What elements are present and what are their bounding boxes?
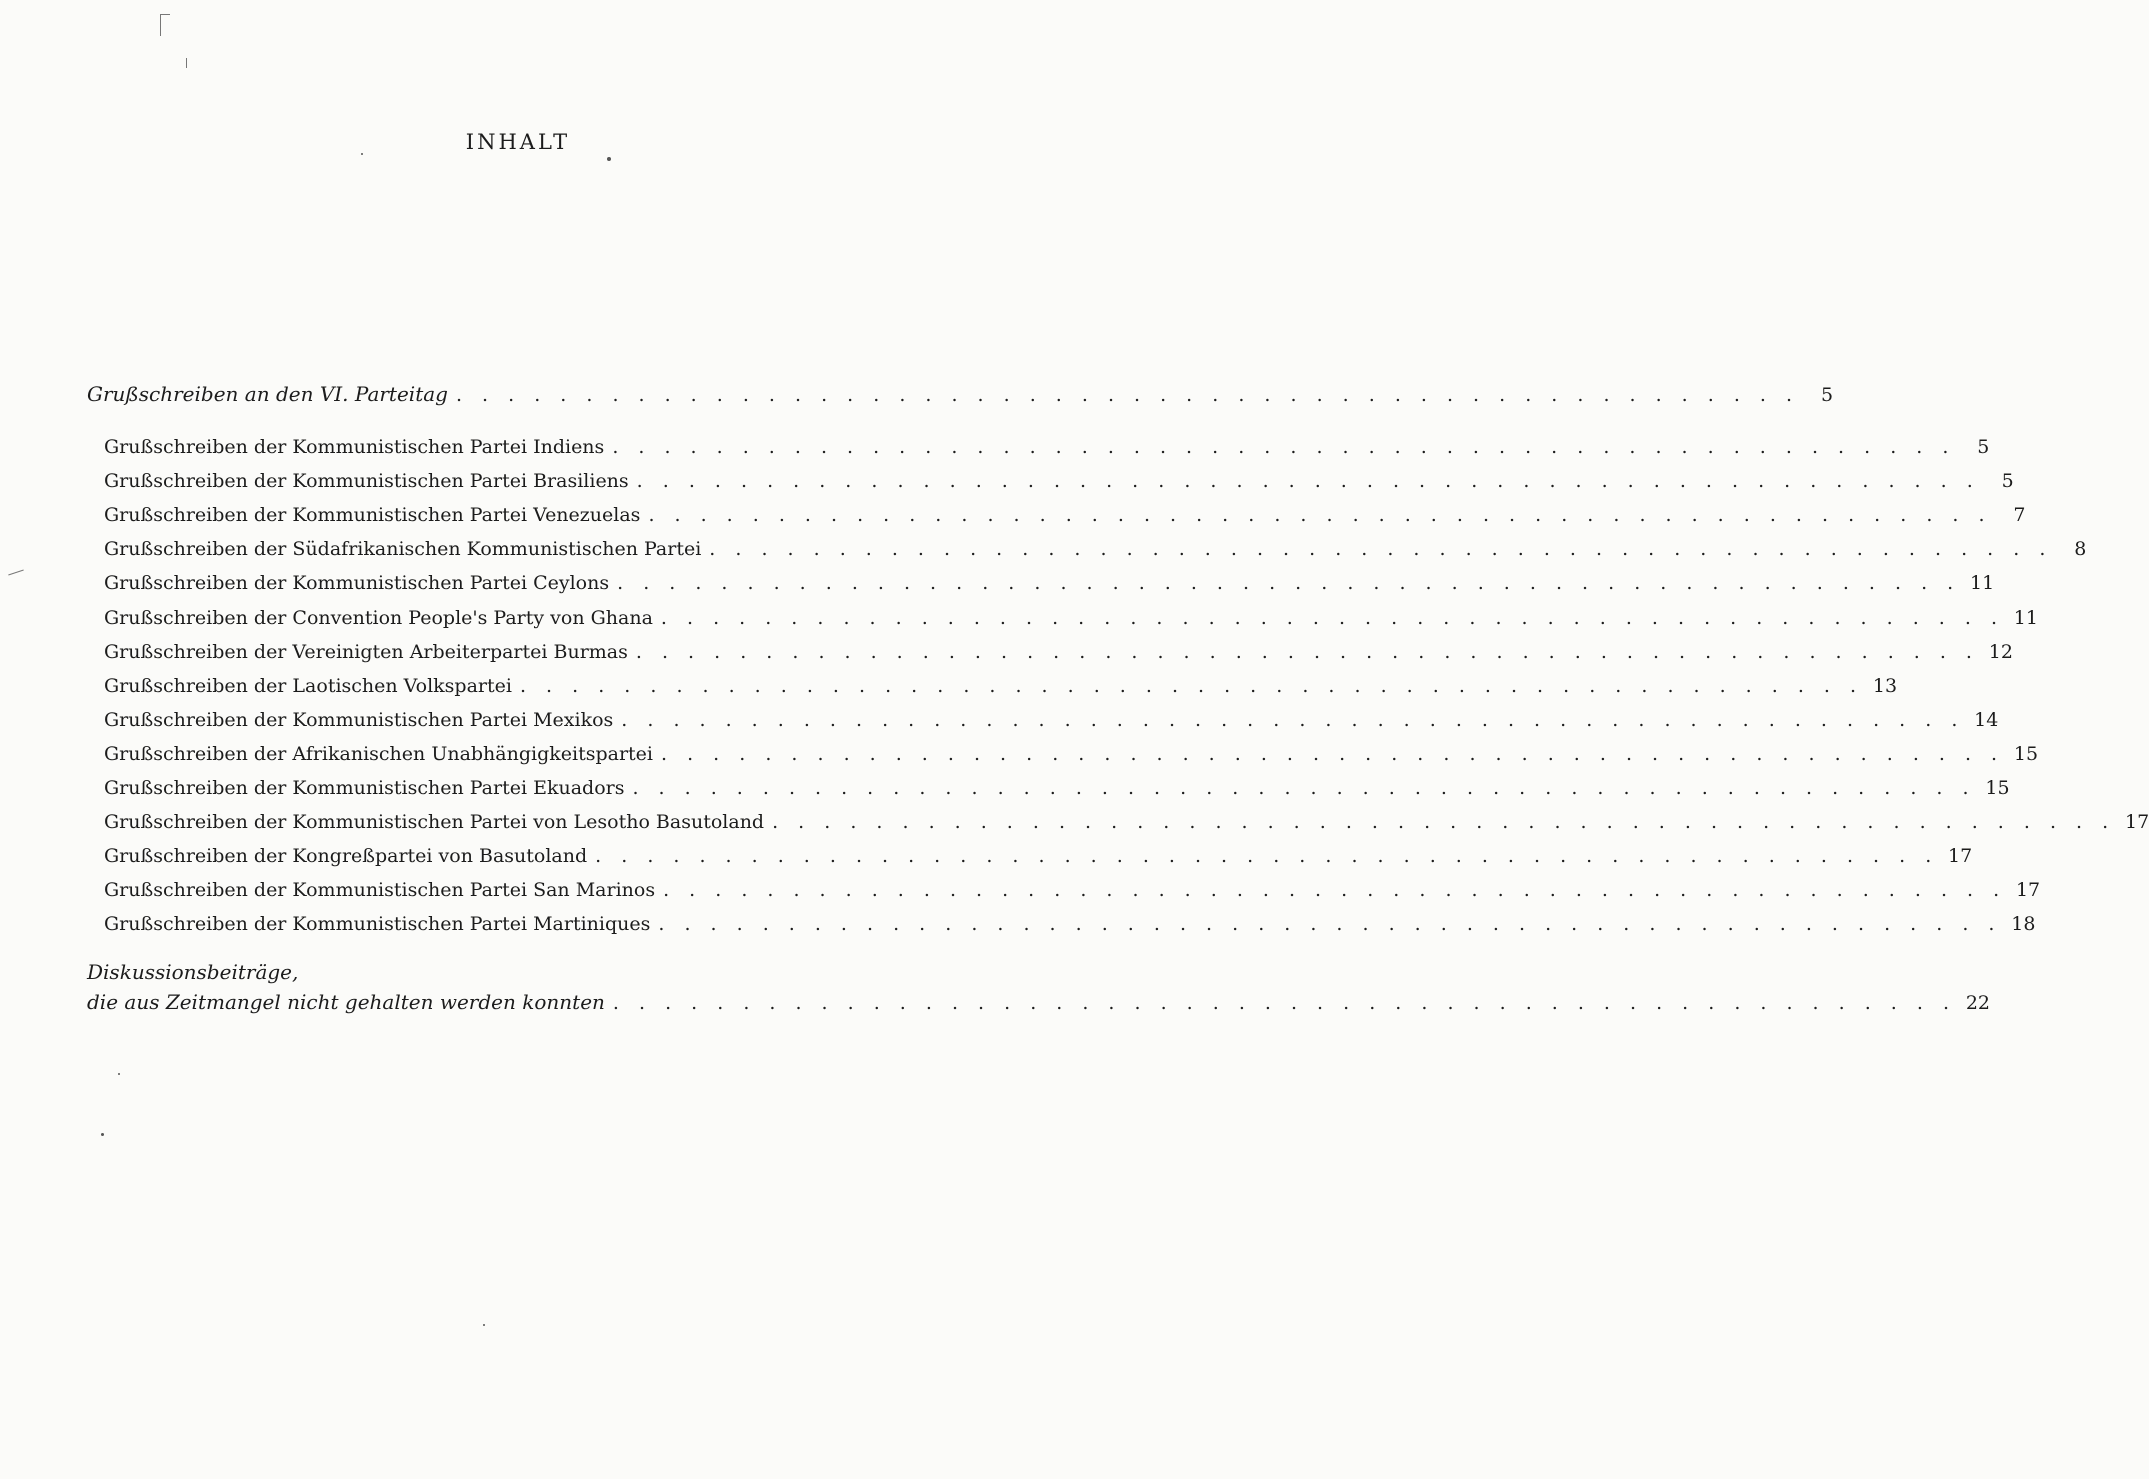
toc-entry-title: Grußschreiben der Südafrikanischen Kommunistischen Partei: [104, 538, 702, 561]
toc-entry-page: 13: [1872, 674, 1898, 697]
dot-leader: . . . . . . . . . . . . . . . . . . . . . . . . . . . . . . . . . . . . . . . . . . . . . . . . . . . .: [661, 742, 2005, 765]
toc-entry-page: 5: [1977, 436, 1990, 458]
toc-sub-entry: [104, 913, 2036, 936]
scan-speck: [483, 1324, 485, 1326]
dot-leader: . . . . . . . . . . . . . . . . . . . . . . . . . . . . . . . . . . . . . . . . . . . . . . . . . . . .: [658, 913, 2002, 936]
toc-sub-entry: [104, 845, 1973, 868]
toc-sub-entry: [104, 538, 2087, 561]
dot-leader: . . . . . . . . . . . . . . . . . . . . . . . . . . . . . . . . . . . . . . . . . . . . . . . . . . . .: [635, 640, 1979, 663]
dot-leader: . . . . . . . . . . . . . . . . . . . . . . . . . . . . . . . . . . . . . . . . . . . . . . . . . . . .: [632, 777, 1976, 799]
toc-entry-page: 8: [2074, 538, 2087, 561]
toc-sub-entry: [104, 879, 2041, 902]
toc-entry-title: Grußschreiben der Kommunistischen Partei von Lesotho Basutoland: [104, 811, 765, 834]
toc-entry-title: Grußschreiben der Kommunistischen Partei Venezuelas: [104, 504, 641, 527]
dot-leader: . . . . . . . . . . . . . . . . . . . . . . . . . . . . . . . . . . . . . . . . . . . . . . . . . . . .: [636, 470, 1980, 493]
toc-entry-page: 22: [1965, 992, 1990, 1014]
page-title: INHALT: [465, 130, 571, 154]
toc-entry-title: Grußschreiben der Vereinigten Arbeiterpartei Burmas: [104, 640, 628, 663]
toc-sub-entry: [104, 811, 2149, 834]
toc-sub-entry: [104, 640, 2013, 663]
dot-leader: . . . . . . . . . . . . . . . . . . . . . . . . . . . . . . . . . . . . . . . . . . . . . . . . . . . .: [612, 436, 1956, 458]
toc-entry-page: 17: [2124, 811, 2149, 834]
dot-leader: . . . . . . . . . . . . . . . . . . . . . . . . . . . . . . . . . . . . . . . . . . . . . . . . . . . .: [660, 606, 2004, 629]
dot-leader: . . . . . . . . . . . . . . . . . . . . . . . . . . . . . . . . . . . . . . . . . . . . . . . . . . . .: [519, 674, 1864, 697]
toc-entry-page: 11: [1970, 572, 1995, 595]
toc-sub-entry: [104, 674, 1898, 697]
toc-last-entry: [87, 990, 1990, 1014]
dot-leader: . . . . . . . . . . . . . . . . . . . . . . . . . . . . . . . . . . . . . . . . . . . . . . . . . . . .: [772, 811, 2116, 834]
toc-entry-page: 11: [2013, 606, 2038, 629]
scan-speck: [607, 157, 611, 161]
toc-main-entry: [87, 382, 1834, 406]
toc-entry-page: 18: [2011, 913, 2036, 936]
toc-entry-page: 17: [1948, 845, 1973, 868]
toc-entry-page: 7: [2013, 504, 2026, 527]
toc-entry-title: Grußschreiben der Kommunistischen Partei Martiniques: [104, 913, 651, 936]
dot-leader: . . . . . . . . . . . . . . . . . . . . . . . . . . . . . . . . . . . . . . . . . . . . . . . . . . . .: [595, 845, 1939, 868]
toc-entry-title: die aus Zeitmangel nicht gehalten werden konnten: [87, 990, 605, 1014]
toc-sub-entry: [104, 436, 1990, 458]
toc-entry-title: Grußschreiben der Kommunistischen Partei Mexikos: [104, 708, 614, 731]
toc-entry-page: 17: [2015, 879, 2041, 902]
toc-entry-page: 15: [2013, 742, 2039, 765]
toc-entry-page: 5: [1820, 384, 1834, 406]
scan-mark: [160, 14, 170, 15]
toc-sub-entry: [104, 572, 1995, 595]
toc-entry-title: Grußschreiben der Kommunistischen Partei Ekuadors: [104, 777, 625, 799]
toc-sub-entry: [104, 606, 2038, 629]
dot-leader: . . . . . . . . . . . . . . . . . . . . . . . . . . . . . . . . . . . . . . . . . . . . . . . . . . . .: [621, 708, 1965, 731]
toc-entry-title: Grußschreiben an den VI. Parteitag: [87, 382, 448, 406]
toc-last-entry-line1: Diskussionsbeiträge,: [87, 960, 299, 984]
toc-entry-title: Grußschreiben der Kongreßpartei von Basutoland: [104, 845, 588, 868]
dot-leader: . . . . . . . . . . . . . . . . . . . . . . . . . . . . . . . . . . . . . . . . . . . . . . . . . . . .: [455, 384, 1800, 406]
scan-speck: [118, 1073, 120, 1075]
toc-entry-page: 12: [1988, 640, 2013, 663]
toc-entry-page: 14: [1974, 708, 1999, 731]
toc-sub-entry: [104, 742, 2039, 765]
toc-entry-page: 15: [1985, 777, 2010, 799]
toc-entry-title: Grußschreiben der Laotischen Volkspartei: [104, 674, 512, 697]
dot-leader: . . . . . . . . . . . . . . . . . . . . . . . . . . . . . . . . . . . . . . . . . . . . . . . . . . . .: [663, 879, 2007, 902]
dot-leader: . . . . . . . . . . . . . . . . . . . . . . . . . . . . . . . . . . . . . . . . . . . . . . . . . . . .: [612, 992, 1956, 1014]
toc-sub-entry: [104, 470, 2014, 493]
toc-entry-title: Grußschreiben der Kommunistischen Partei Indiens: [104, 436, 605, 458]
toc-entry-title: Grußschreiben der Kommunistischen Partei Brasiliens: [104, 470, 629, 493]
toc-sub-entry: [104, 504, 2026, 527]
toc-entry-title: Grußschreiben der Kommunistischen Partei Ceylons: [104, 572, 610, 595]
scan-mark: [186, 58, 187, 68]
dot-leader: . . . . . . . . . . . . . . . . . . . . . . . . . . . . . . . . . . . . . . . . . . . . . . . . . . . .: [648, 504, 1992, 527]
scan-speck: [101, 1133, 104, 1136]
toc-entry-title: Grußschreiben der Convention People's Party von Ghana: [104, 606, 653, 629]
toc-entry-title: Grußschreiben der Afrikanischen Unabhängigkeitspartei: [104, 742, 654, 765]
toc-sub-entry: [104, 708, 1999, 731]
dot-leader: . . . . . . . . . . . . . . . . . . . . . . . . . . . . . . . . . . . . . . . . . . . . . . . . . . . .: [709, 538, 2053, 561]
toc-entry-page: 5: [2001, 470, 2014, 493]
dot-leader: . . . . . . . . . . . . . . . . . . . . . . . . . . . . . . . . . . . . . . . . . . . . . . . . . . . .: [617, 572, 1961, 595]
toc-sub-entry: [104, 777, 2010, 799]
toc-entry-title: Grußschreiben der Kommunistischen Partei San Marinos: [104, 879, 656, 902]
scan-speck: [361, 153, 363, 155]
scan-mark: [160, 14, 161, 36]
